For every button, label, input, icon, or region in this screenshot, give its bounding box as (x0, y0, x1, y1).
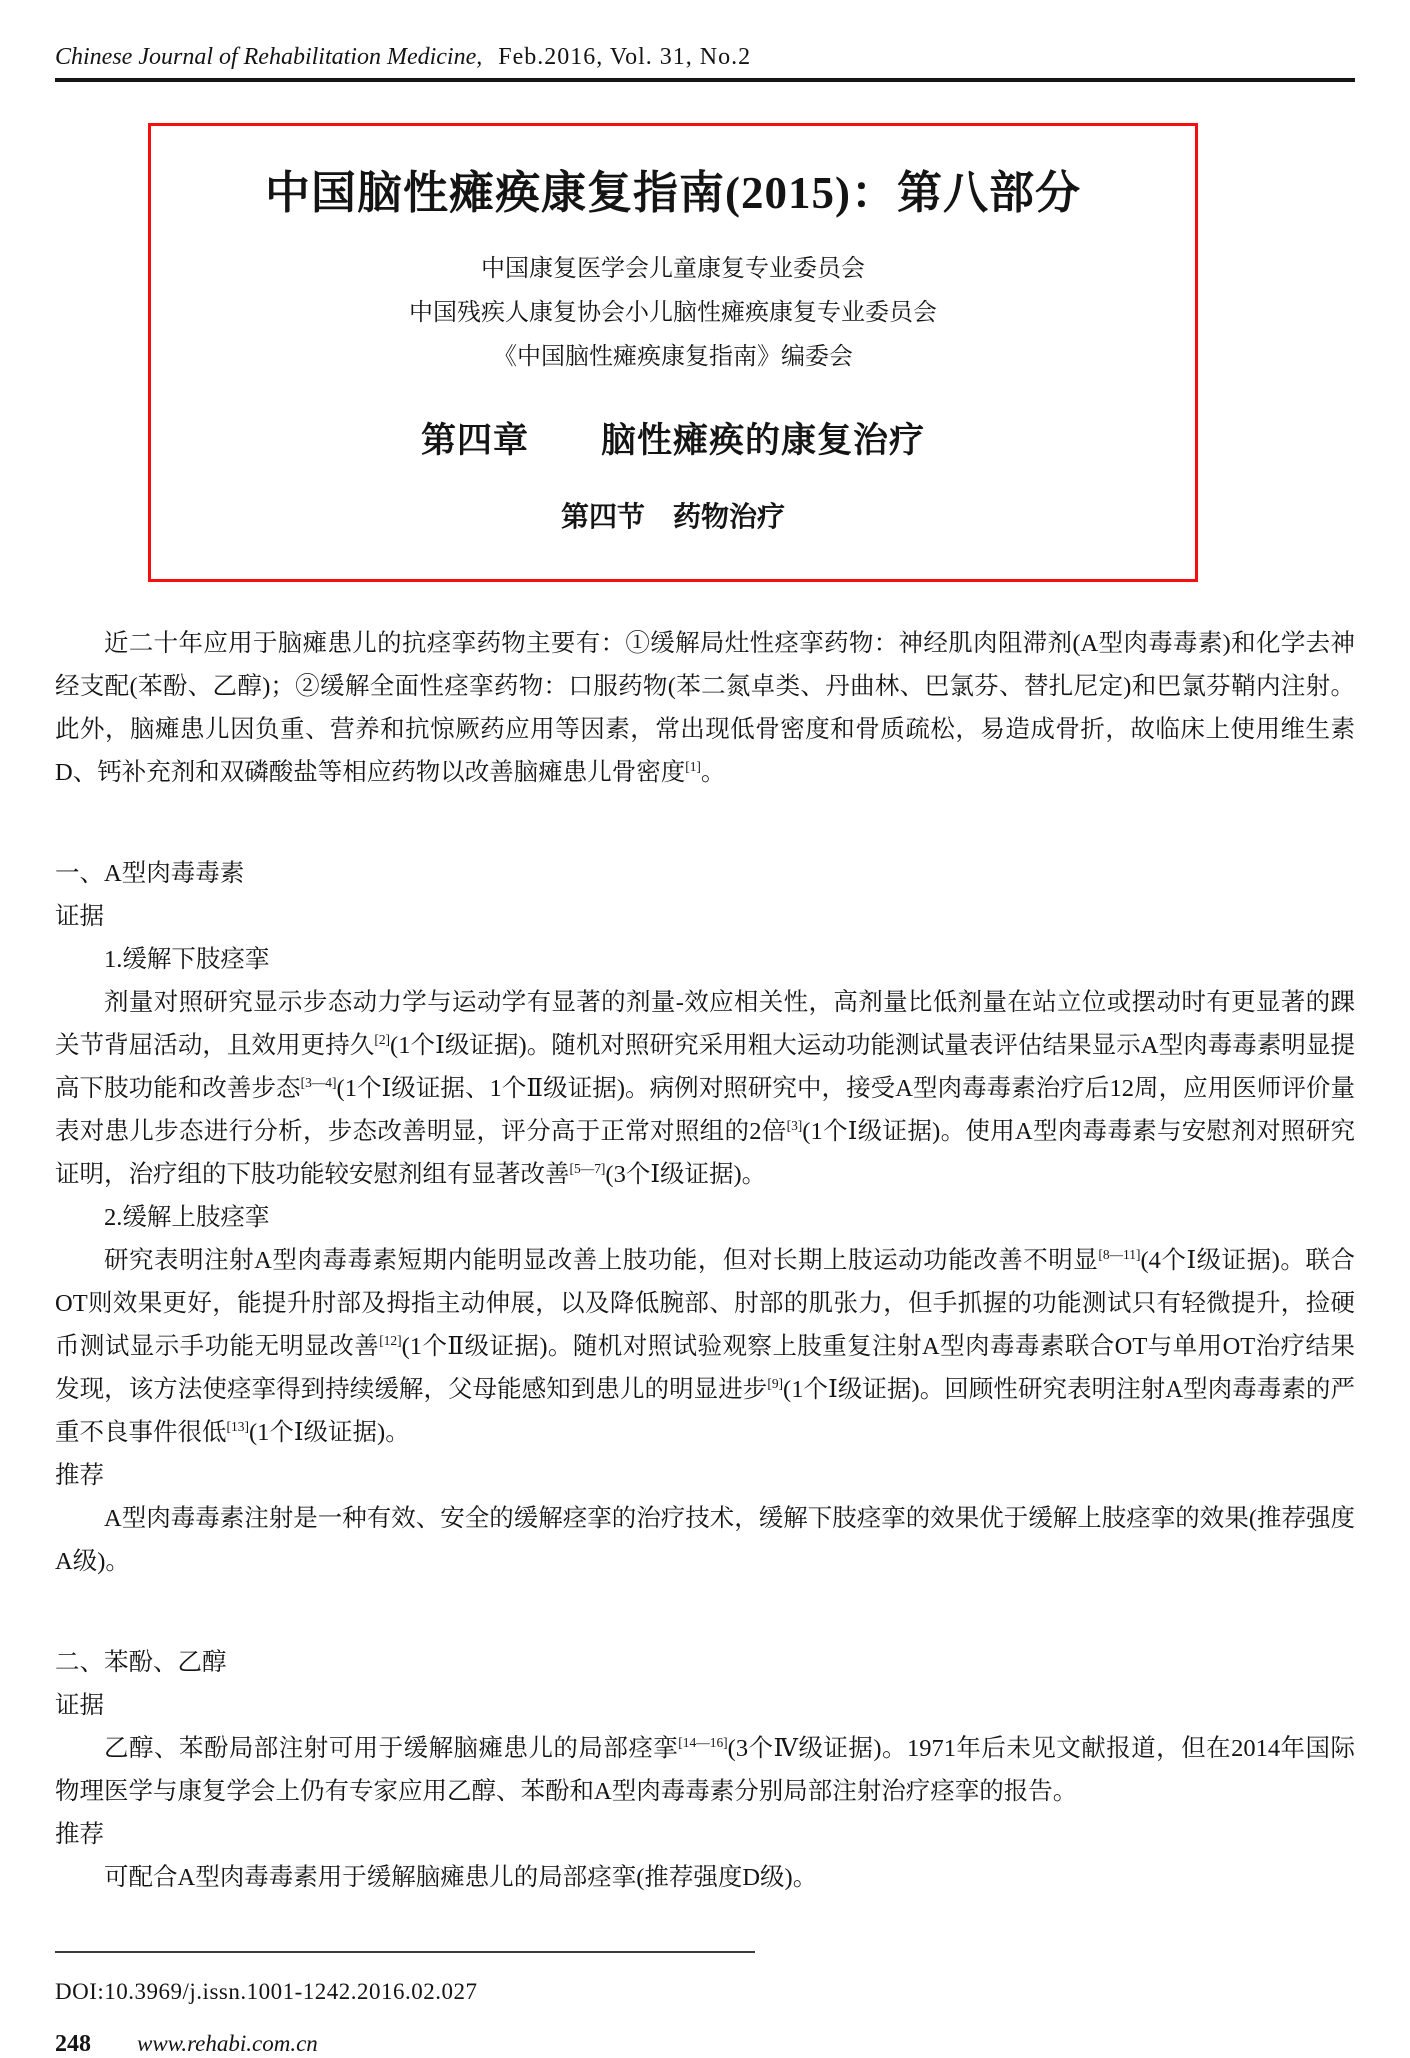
body-paragraph: 可配合A型肉毒毒素用于缓解脑瘫患儿的局部痉挛(推荐强度D级)。 (104, 1864, 818, 1891)
affiliation-line: 《中国脑性瘫痪康复指南》编委会 (493, 344, 853, 370)
citation-superscript: [2] (374, 1031, 391, 1047)
body-subheading: 2.缓解上肢痉挛 (104, 1204, 270, 1231)
body-heading: 二、苯酚、乙醇 (55, 1649, 227, 1676)
website-url: www.rehabi.com.cn (137, 2031, 318, 2056)
chapter-heading: 第四章 脑性瘫痪的康复治疗 (420, 421, 925, 460)
page-header (55, 44, 1355, 71)
body-heading: 证据 (55, 903, 104, 930)
author-affiliations (161, 247, 1185, 379)
page-footer (55, 2031, 1355, 2058)
article-title: 中国脑性瘫痪康复指南(2015)：第八部分 (265, 168, 1081, 218)
issue-info: Feb.2016, Vol. 31, No.2 (498, 44, 752, 70)
body-heading: 证据 (55, 1692, 104, 1719)
body-paragraph: 乙醇、苯酚局部注射可用于缓解脑瘫患儿的局部痉挛[14—16](3个Ⅳ级证据)。1971年后未见文献报道，但在2014年国际物理医学与康复学会上仍有专家应用乙醇、苯酚和A型肉毒毒素分别局部注射治疗痉挛的报告。 (55, 1734, 1355, 1805)
doi-line: DOI:10.3969/j.issn.1001-1242.2016.02.027 (55, 1979, 478, 2004)
body-heading: 推荐 (55, 1821, 104, 1848)
citation-superscript: [12] (379, 1332, 402, 1348)
body-paragraph: 研究表明注射A型肉毒毒素短期内能明显改善上肢功能，但对长期上肢运动功能改善不明显[8—11](4个Ⅰ级证据)。联合OT则效果更好，能提升肘部及拇指主动伸展，以及降低腕部、肘部的肌张力，但手抓握的功能测试只有轻微提升，捡硬币测试显示手功能无明显改善[12](1个Ⅱ级证据)。随机对照试验观察上肢重复注射A型肉毒毒素联合OT与单用OT治疗结果发现，该方法使痉挛得到持续缓解，父母能感知到患儿的明显进步[9](1个Ⅰ级证据)。回顾性研究表明注射A型肉毒毒素的严重不良事件很低[13](1个Ⅰ级证据)。 (55, 1246, 1355, 1446)
citation-superscript: [8—11] (1098, 1246, 1141, 1262)
body-heading: 推荐 (55, 1462, 104, 1489)
article-body (55, 622, 1355, 1899)
article-title-box (148, 123, 1198, 582)
body-paragraph: 剂量对照研究显示步态动力学与运动学有显著的剂量-效应相关性，高剂量比低剂量在站立位或摆动时有更显著的踝关节背屈活动，且效用更持久[2](1个Ⅰ级证据)。随机对照研究采用粗大运动功能测试量表评估结果显示A型肉毒毒素明显提高下肢功能和改善步态[3—4](1个Ⅰ级证据、1个Ⅱ级证据)。病例对照研究中，接受A型肉毒毒素治疗后12周，应用医师评价量表对患儿步态进行分析，步态改善明显，评分高于正常对照组的2倍[3](1个Ⅰ级证据)。使用A型肉毒毒素与安慰剂对照研究证明，治疗组的下肢功能较安慰剂组有显著改善[5—7](3个Ⅰ级证据)。 (55, 989, 1356, 1188)
citation-superscript: [1] (685, 758, 701, 774)
body-heading: 一、A型肉毒毒素 (55, 860, 245, 887)
page-number: 248 (55, 2031, 91, 2057)
body-paragraph: 近二十年应用于脑瘫患儿的抗痉挛药物主要有：①缓解局灶性痉挛药物：神经肌肉阻滞剂(A型肉毒毒素)和化学去神经支配(苯酚、乙醇)；②缓解全面性痉挛药物：口服药物(苯二氮卓类、丹曲林、巴氯芬、替扎尼定)和巴氯芬鞘内注射。此外，脑瘫患儿因负重、营养和抗惊厥药应用等因素，常出现低骨密度和骨质疏松，易造成骨折，故临床上使用维生素D、钙补充剂和双磷酸盐等相应药物以改善脑瘫患儿骨密度[1]。 (55, 630, 1355, 786)
citation-superscript: [3] (786, 1117, 803, 1133)
footnote-rule (55, 1951, 755, 1953)
header-rule (55, 78, 1355, 82)
citation-superscript: [9] (767, 1375, 784, 1391)
citation-superscript: [14—16] (678, 1734, 728, 1750)
affiliation-line: 中国残疾人康复协会小儿脑性瘫痪康复专业委员会 (409, 300, 937, 326)
journal-name: Chinese Journal of Rehabilitation Medicine, (55, 44, 483, 70)
affiliation-line: 中国康复医学会儿童康复专业委员会 (481, 256, 865, 282)
body-paragraph: A型肉毒毒素注射是一种有效、安全的缓解痉挛的治疗技术，缓解下肢痉挛的效果优于缓解上肢痉挛的效果(推荐强度A级)。 (55, 1505, 1355, 1575)
body-subheading: 1.缓解下肢痉挛 (104, 946, 270, 973)
section-heading: 第四节 药物治疗 (560, 502, 785, 533)
citation-superscript: [3—4] (300, 1074, 337, 1090)
citation-superscript: [13] (226, 1418, 249, 1434)
citation-superscript: [5—7] (569, 1160, 606, 1176)
